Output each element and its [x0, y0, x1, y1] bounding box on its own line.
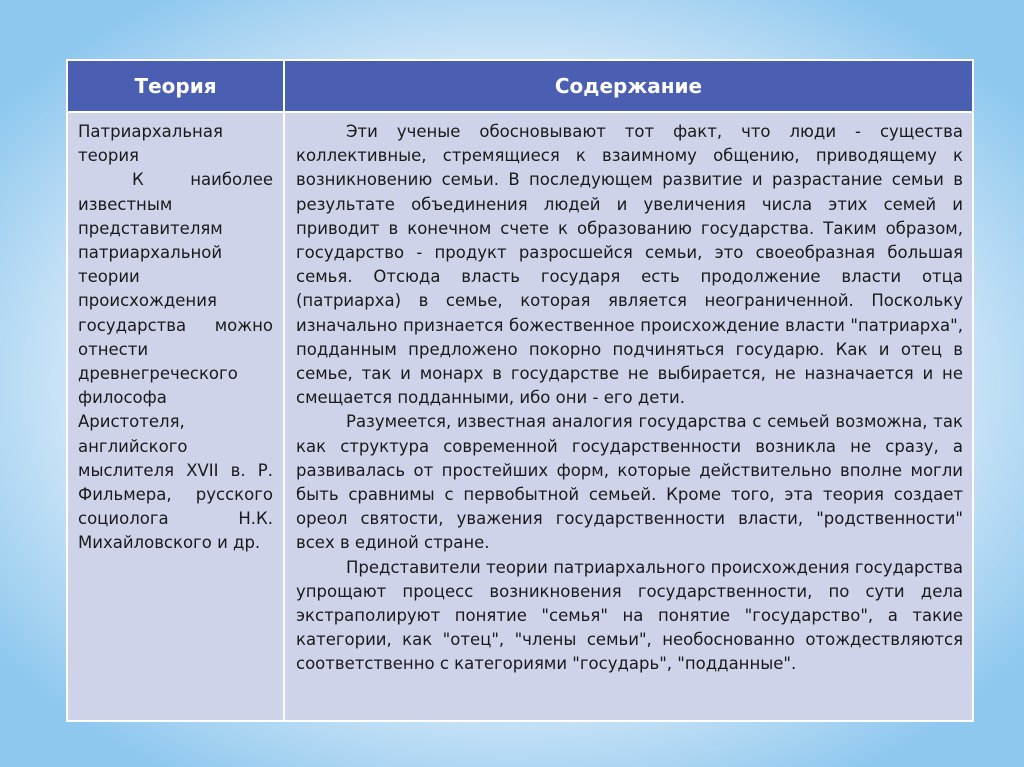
theory-table	[66, 59, 974, 722]
theory-description: К наиболее известным представителям патриархальной теории происхождения государства можно отнести древнегреческого философа Аристотеля, английского мыслителя XVII в. Р. Фильмера, русского социолога Н.К. Михайловского и др.	[78, 170, 273, 553]
header-content: Содержание	[284, 60, 973, 112]
content-paragraph-3: Представители теории патриархального происхождения государства упрощают процесс возникновения государственности, по сути дела экстраполируют понятие "семья" на понятие "государство", а такие категории, как "отец", "члены семьи", необоснованно отождествляются соответственно с категориями "государь", "подданные".	[296, 557, 963, 674]
theory-title: Патриархальная теория	[78, 122, 223, 166]
content-cell	[284, 112, 973, 721]
table-header-row	[67, 60, 973, 112]
header-theory: Теория	[67, 60, 284, 112]
theory-cell	[67, 112, 284, 721]
content-paragraph-1: Эти ученые обосновывают тот факт, что люди - существа коллективные, стремящиеся к взаимному общению, приводящему к возникновению семьи. В последующем развитие и разрастание семьи в результате объединения людей и увеличения числа этих семей и приводит в конечном счете к образованию государства. Таким образом, государство - продукт разросшейся семьи, это своеобразная большая семья. Отсюда власть государя есть продолжение власти отца (патриарха) в семье, которая является неограниченной. Поскольку изначально признается божественное происхождение власти "патриарха", подданным предложено покорно подчиняться государю. Как и отец в семье, так и монарх в государстве не выбирается, не назначается и не смещается подданными, ибо они - его дети.	[296, 122, 963, 408]
content-paragraph-2: Разумеется, известная аналогия государства с семьей возможна, так как структура современной государственности возникла не сразу, а развивалась от простейших форм, которые действительно вполне могли быть сравнимы с первобытной семьей. Кроме того, эта теория создает ореол святости, уважения государственности власти, "родственности" всех в единой стране.	[296, 412, 963, 553]
table-row	[67, 112, 973, 721]
